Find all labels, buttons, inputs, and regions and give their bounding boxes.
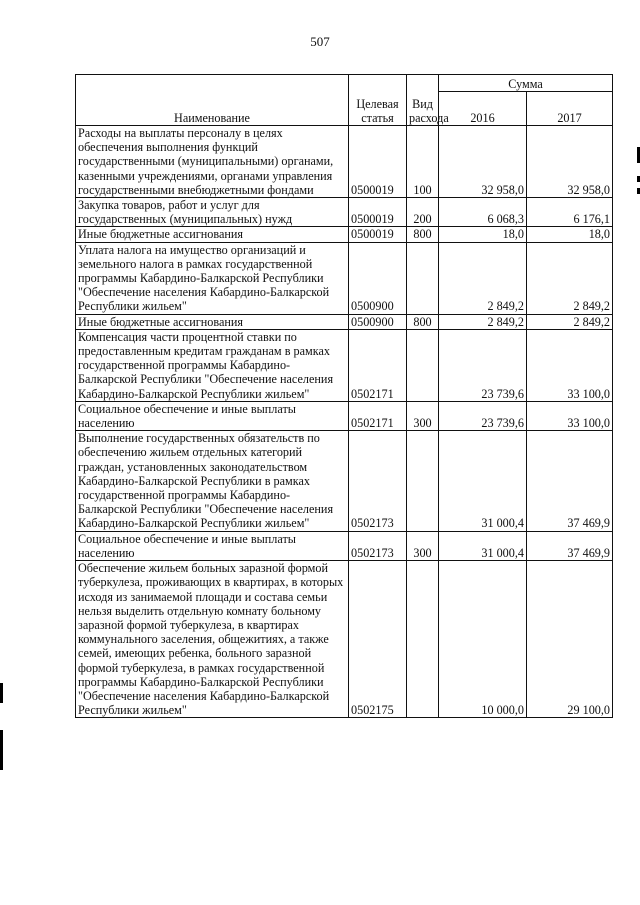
- row-value-2016: 32 958,0: [439, 126, 527, 198]
- row-code: 0502173: [349, 531, 407, 560]
- row-code: 0502175: [349, 561, 407, 718]
- row-code: 0500019: [349, 227, 407, 242]
- table-row: [76, 431, 613, 531]
- header-sum: Сумма: [439, 75, 613, 92]
- table-row: [76, 198, 613, 227]
- row-name: Социальное обеспечение и иные выплаты населению: [76, 401, 349, 430]
- row-value-2017: 32 958,0: [527, 126, 613, 198]
- row-value-2017: 37 469,9: [527, 431, 613, 531]
- row-name: Закупка товаров, работ и услуг для государственных (муниципальных) нужд: [76, 198, 349, 227]
- row-name: Расходы на выплаты персоналу в целях обеспечения выполнения функций государственными (муниципальными) органами, казенными учреждениями, органами управления государственными внебюджетными фондами: [76, 126, 349, 198]
- row-name: Компенсация части процентной ставки по предоставленным кредитам гражданам в рамках государственной программы Кабардино-Балкарской Республики "Обеспечение населения Кабардино-Балкарской Республики жильем": [76, 329, 349, 401]
- row-type: [407, 329, 439, 401]
- row-name: Иные бюджетные ассигнования: [76, 314, 349, 329]
- row-value-2017: 2 849,2: [527, 242, 613, 314]
- row-code: 0500900: [349, 314, 407, 329]
- row-name: Социальное обеспечение и иные выплаты населению: [76, 531, 349, 560]
- row-name: Иные бюджетные ассигнования: [76, 227, 349, 242]
- row-value-2016: 23 739,6: [439, 401, 527, 430]
- row-type: 100: [407, 126, 439, 198]
- row-value-2016: 2 849,2: [439, 242, 527, 314]
- row-type: 300: [407, 401, 439, 430]
- header-name: Наименование: [76, 75, 349, 126]
- row-value-2017: 37 469,9: [527, 531, 613, 560]
- scan-mark: [0, 683, 3, 703]
- header-target: Целевая статья: [349, 75, 407, 126]
- row-value-2016: 23 739,6: [439, 329, 527, 401]
- row-type: [407, 561, 439, 718]
- budget-table: [75, 74, 613, 718]
- row-value-2016: 31 000,4: [439, 431, 527, 531]
- row-value-2016: 2 849,2: [439, 314, 527, 329]
- table-row: [76, 126, 613, 198]
- table-row: [76, 401, 613, 430]
- row-type: 800: [407, 227, 439, 242]
- table-row: [76, 561, 613, 718]
- row-value-2016: 18,0: [439, 227, 527, 242]
- row-value-2017: 29 100,0: [527, 561, 613, 718]
- table-row: [76, 329, 613, 401]
- page-number: 507: [310, 34, 330, 49]
- table-row: [76, 242, 613, 314]
- row-name: Выполнение государственных обязательств по обеспечению жильем отдельных категорий граждан, установленных законодательством Кабардино-Балкарской Республики в рамках государственной программы Кабардино-Балкарской Республики "Обеспечение населения Кабардино-Балкарской Республики жильем": [76, 431, 349, 531]
- row-code: 0500019: [349, 198, 407, 227]
- scan-mark: [0, 730, 3, 770]
- row-value-2017: 18,0: [527, 227, 613, 242]
- row-value-2017: 2 849,2: [527, 314, 613, 329]
- row-name: Уплата налога на имущество организаций и земельного налога в рамках государственной программы Кабардино-Балкарской Республики "Обеспечение населения Кабардино-Балкарской Республики жильем": [76, 242, 349, 314]
- row-value-2017: 6 176,1: [527, 198, 613, 227]
- row-code: 0502171: [349, 401, 407, 430]
- row-type: [407, 431, 439, 531]
- row-code: 0502171: [349, 329, 407, 401]
- row-type: [407, 242, 439, 314]
- row-type: 300: [407, 531, 439, 560]
- table-row: [76, 314, 613, 329]
- row-type: 800: [407, 314, 439, 329]
- table-row: [76, 531, 613, 560]
- row-code: 0500019: [349, 126, 407, 198]
- row-code: 0500900: [349, 242, 407, 314]
- row-value-2017: 33 100,0: [527, 401, 613, 430]
- row-code: 0502173: [349, 431, 407, 531]
- header-type: Вид расхода: [407, 75, 439, 126]
- table-row: [76, 227, 613, 242]
- row-name: Обеспечение жильем больных заразной формой туберкулеза, проживающих в квартирах, в которых исходя из занимаемой площади и состава семьи нельзя выделить отдельную комнату больному заразной формой туберкулеза, в квартирах коммунального заселения, общежитиях, а также семей, имеющих ребенка, больного заразной формой туберкулеза, в рамках государственной программы Кабардино-Балкарской Республики "Обеспечение населения Кабардино-Балкарской Республики жильем": [76, 561, 349, 718]
- row-value-2016: 6 068,3: [439, 198, 527, 227]
- header-year-2017: 2017: [527, 92, 613, 126]
- row-type: 200: [407, 198, 439, 227]
- row-value-2016: 31 000,4: [439, 531, 527, 560]
- header-year-2016: 2016: [439, 92, 527, 126]
- row-value-2017: 33 100,0: [527, 329, 613, 401]
- row-value-2016: 10 000,0: [439, 561, 527, 718]
